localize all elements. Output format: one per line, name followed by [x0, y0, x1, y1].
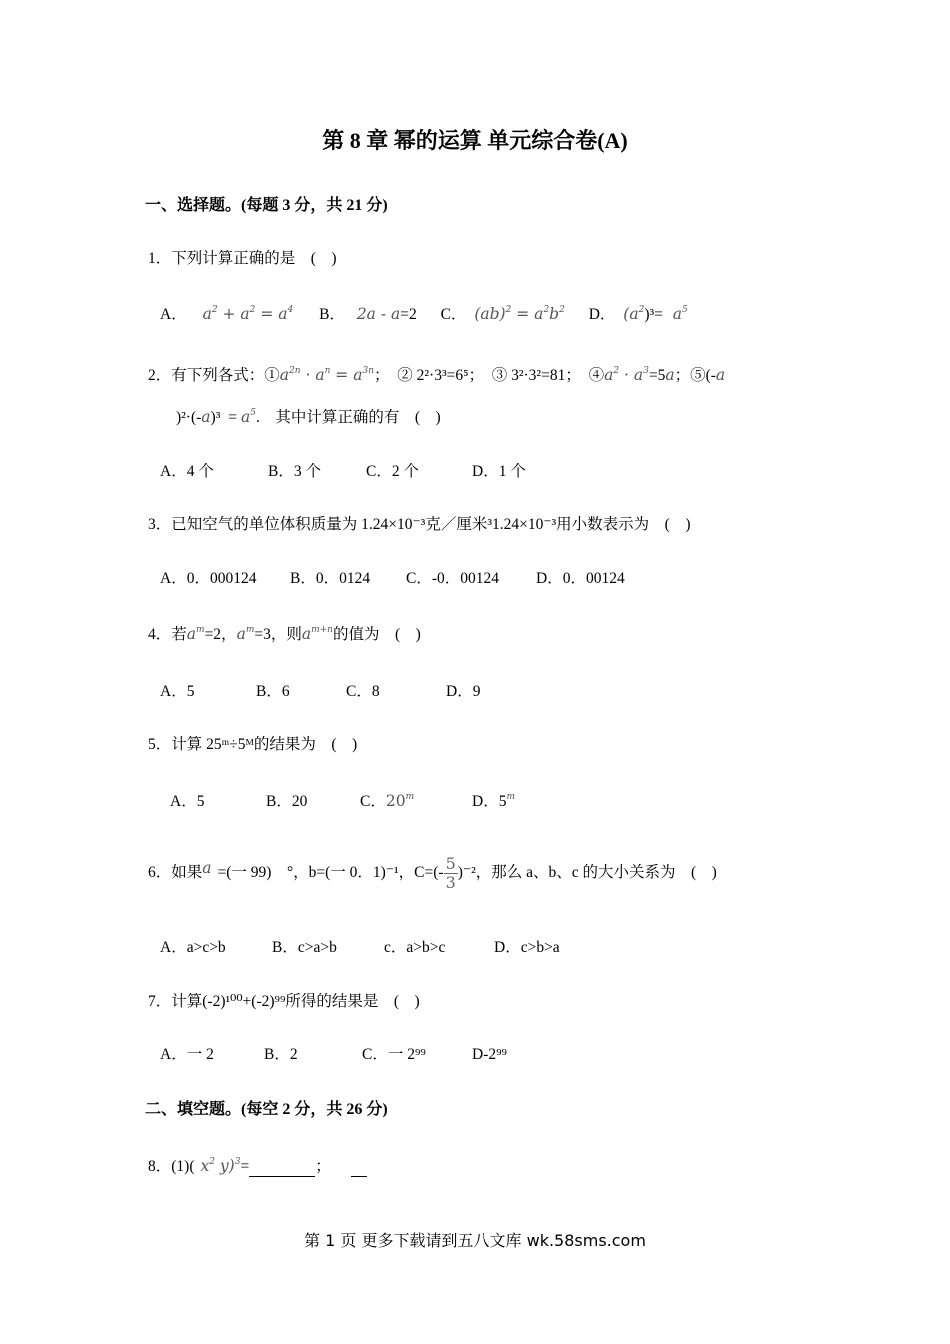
- q5-option-b[interactable]: B．20: [266, 793, 308, 810]
- q5-option-c[interactable]: C．20$^m$: [360, 792, 415, 810]
- q4-option-d[interactable]: D．9: [446, 683, 481, 700]
- section-heading-choice: 一、选择题。(每题 3 分，共 21 分): [145, 197, 388, 214]
- q3-option-c[interactable]: C．-0．00124: [406, 570, 500, 587]
- q7-option-b[interactable]: B．2: [264, 1046, 298, 1063]
- question-3-options: [160, 566, 625, 588]
- question-4-stem: 4．若$a^m=2$，$a^m=3$，则$a^{m+n}$的值为 ( ): [148, 625, 421, 643]
- question-7-stem: 7．计算(-2)¹⁰⁰+(-2)⁹⁹所得的结果是 ( ): [148, 993, 420, 1010]
- fraction-five-thirds: $\frac{5}{3}$: [445, 854, 456, 892]
- q5-option-a[interactable]: A．5: [170, 793, 205, 810]
- q4-option-c[interactable]: C．8: [346, 683, 380, 700]
- q1-option-d[interactable]: D． $(a^2)^3= a^5$: [588, 305, 688, 323]
- page-footer: 第 1 页 更多下载请到五八文库 wk.58sms.com: [304, 1231, 646, 1250]
- question-6-options: [160, 935, 560, 957]
- q7-option-c[interactable]: C．一 2⁹⁹: [362, 1046, 426, 1063]
- answer-blank-8-2[interactable]: [351, 1158, 367, 1177]
- q6-option-b[interactable]: B．c>a>b: [272, 939, 337, 956]
- question-1-stem: 1．下列计算正确的是 ( ): [148, 250, 337, 267]
- q6-option-d[interactable]: D．c>b>a: [494, 939, 560, 956]
- q6-option-c[interactable]: c．a>b>c: [384, 939, 446, 956]
- section-heading-fill: 二、填空题。(每空 2 分，共 26 分): [145, 1101, 388, 1118]
- question-1-options: [160, 302, 688, 324]
- q7-option-a[interactable]: A．一 2: [160, 1046, 214, 1063]
- q1-option-a[interactable]: A． $a^2 + a^2 = a^4$: [160, 305, 294, 323]
- q5-option-d[interactable]: D．5$^m$: [472, 792, 515, 810]
- q4-option-b[interactable]: B．6: [256, 683, 290, 700]
- q3-option-a[interactable]: A．0．000124: [160, 570, 257, 587]
- q6-option-a[interactable]: A．a>c>b: [160, 939, 226, 956]
- question-7-options: [160, 1042, 507, 1064]
- q2-option-d[interactable]: D．1 个: [472, 463, 526, 480]
- question-6-stem: 6．如果a =(一 99) °，b=(一 0．1)⁻¹，C=(- $\frac{5}{3}$ )⁻²，那么 a、b、c 的大小关系为 ( ): [148, 854, 717, 892]
- q1-option-b[interactable]: B． 2a - a=2: [319, 305, 417, 323]
- answer-blank-8-1[interactable]: [249, 1158, 315, 1177]
- q2-option-b[interactable]: B．3 个: [268, 463, 321, 480]
- question-2-line-2: )$^2\cdot(-a)^3 = a^5$. 其中计算正确的有 ( ): [176, 408, 441, 426]
- question-2-options: [160, 459, 526, 481]
- question-4-options: [160, 679, 480, 701]
- page-title: 第 8 章 幂的运算 单元综合卷(A): [322, 128, 628, 153]
- q3-option-d[interactable]: D．0．00124: [536, 570, 625, 587]
- question-2-line-1: 2．有下列各式：$①a^{2n} \cdot a^n = a^{3n}$； ② 2²·3³=6⁵； ③ 3²·3²=81； $④a^2 \cdot a^3=5a$；⑤(-a: [148, 366, 726, 384]
- question-5-stem: 5．计算 25ᵐ÷5ᴹ的结果为 ( ): [148, 736, 358, 753]
- question-8-line: 8．(1)( $x^2$ y)$^3$= ；: [148, 1154, 367, 1177]
- q3-option-b[interactable]: B．0．0124: [290, 570, 371, 587]
- question-5-options: [170, 789, 515, 811]
- question-3-stem: 3．已知空气的单位体积质量为 1.24×10⁻³克／厘米³1.24×10⁻³用小数表示为 ( ): [148, 516, 691, 533]
- q4-option-a[interactable]: A．5: [160, 683, 195, 700]
- q2-option-a[interactable]: A．4 个: [160, 463, 214, 480]
- q7-option-d[interactable]: D-2⁹⁹: [472, 1046, 507, 1063]
- q2-option-c[interactable]: C．2 个: [366, 463, 419, 480]
- q1-option-c[interactable]: C． $(ab)^2 = a^2b^2$: [440, 305, 565, 323]
